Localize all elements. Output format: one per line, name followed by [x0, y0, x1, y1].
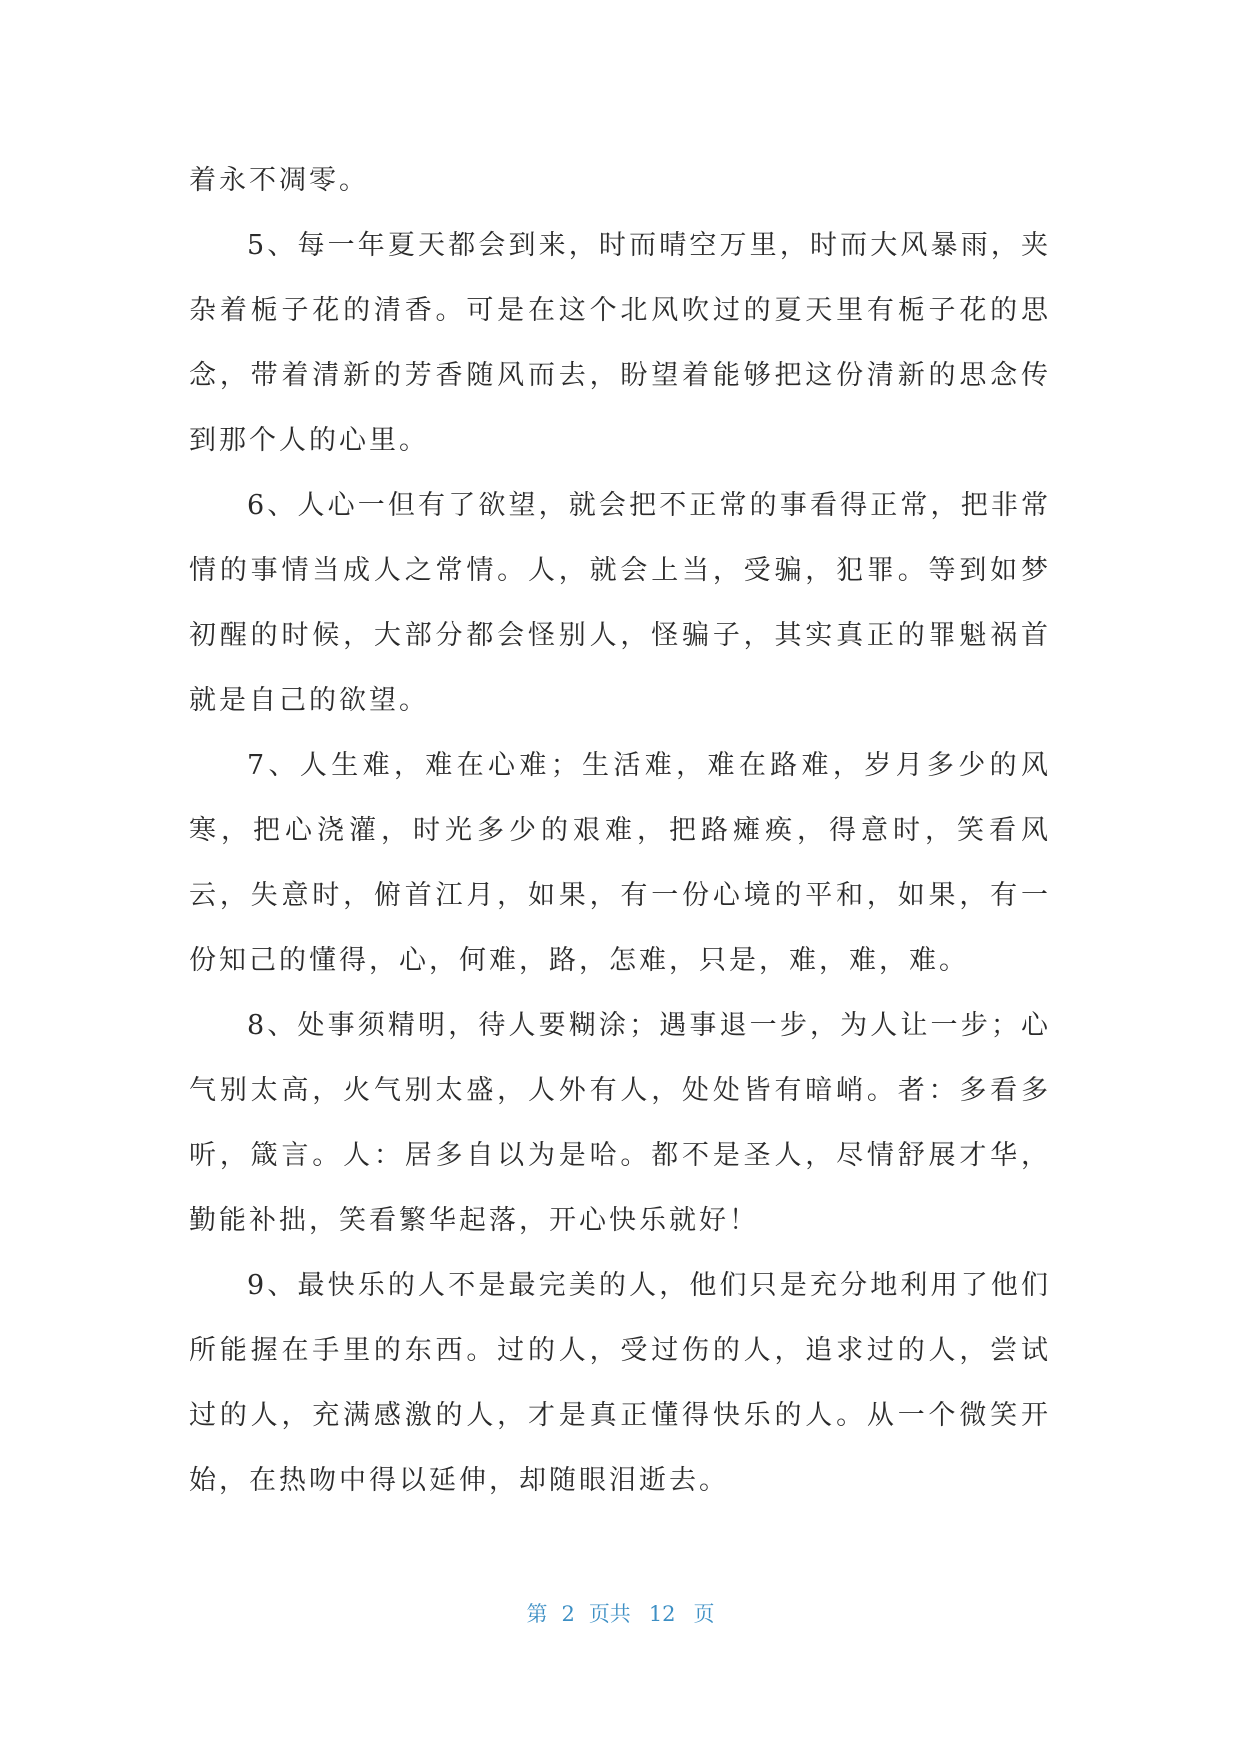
footer-total-pages: 12 [648, 1602, 676, 1626]
footer-middle: 页共 [588, 1602, 631, 1626]
paragraph-item-6: 6、人心一但有了欲望，就会把不正常的事看得正常，把非常情的事情当成人之常情。人，就会上当，受骗，犯罪。等到如梦初醒的时候，大部分都会怪别人，怪骗子，其实真正的罪魁祸首就是自己的欲望。 [189, 490, 1051, 716]
document-body [189, 148, 1051, 1513]
paragraph-item-8: 8、处事须精明，待人要糊涂；遇事退一步，为人让一步；心气别太高，火气别太盛，人外有人，处处皆有暗峭。者：多看多听，箴言。人：居多自以为是哈。都不是圣人，尽情舒展才华，勤能补拙，笑看繁华起落，开心快乐就好！ [189, 1010, 1051, 1236]
paragraph-item-5: 5、每一年夏天都会到来，时而晴空万里，时而大风暴雨，夹杂着栀子花的清香。可是在这个北风吹过的夏天里有栀子花的思念，带着清新的芳香随风而去，盼望着能够把这份清新的思念传到那个人的心里。 [189, 230, 1051, 456]
footer-prefix: 第 [526, 1602, 548, 1626]
paragraph-item-7: 7、人生难，难在心难；生活难，难在路难，岁月多少的风寒，把心浇灌，时光多少的艰难，把路瘫痪，得意时，笑看风云，失意时，俯首江月，如果，有一份心境的平和，如果，有一份知己的懂得，心，何难，路，怎难，只是，难，难，难。 [189, 750, 1051, 976]
footer-suffix: 页 [693, 1602, 715, 1626]
paragraph-item-9: 9、最快乐的人不是最完美的人，他们只是充分地利用了他们所能握在手里的东西。过的人，受过伤的人，追求过的人，尝试过的人，充满感激的人，才是真正懂得快乐的人。从一个微笑开始，在热吻中得以延伸，却随眼泪逝去。 [189, 1270, 1051, 1496]
paragraph-continuation: 着永不凋零。 [189, 165, 369, 196]
footer-page-number: 2 [561, 1602, 575, 1626]
page-footer [0, 1598, 1241, 1628]
